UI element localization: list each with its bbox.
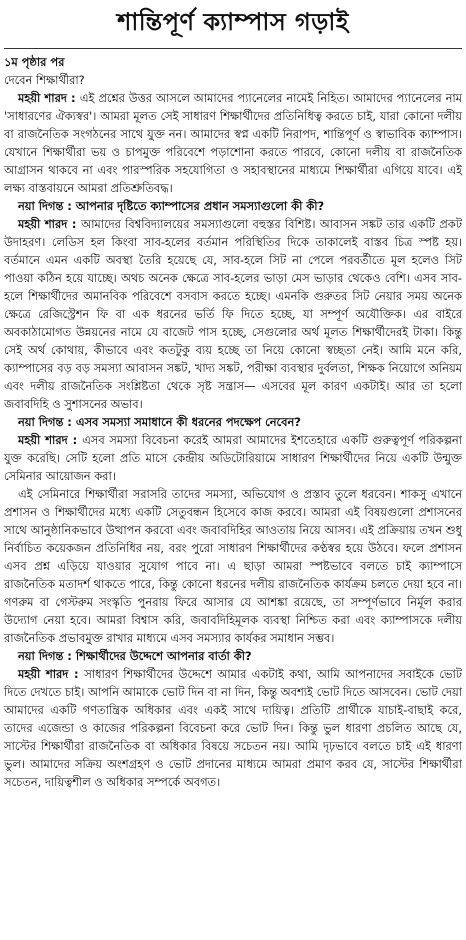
paragraph-text: আমাদের বিশ্ববিদ্যালয়ের সমস্যাগুলো বহুস্তর বিশিষ্ট। আবাসন সঙ্কট তার একটি প্রকট উদাহরণ। লেডিস হল কিংবা সাব-হলের বর্তমান পরিস্থিতির দিকে তাকালেই বাস্তব চিত্র স্পষ্ট হয়। বর্তমানে এমন একটি অবস্থা তৈরি হয়েছে যে, সাব-হলে সিট না পেলে পরবর্তীতে মূল হলেও সিট পাওয়া কঠিন হয়ে যাচ্ছে। অথচ অনেক ক্ষেত্রে সাব-হলের ভাড়া মেস ভাড়ার থেকেও বেশি। এসব সাব-হলে শিক্ষার্থীদের অমানবিক পরিবেশে বসবাস করতে হচ্ছে। এমনকি গুরুতর সিট নেয়ার সময় অনেক ক্ষেত্রে রেজিস্ট্রেশন ফি বা এক ধরনের ভর্তি ফি দিতে হচ্ছে, যা সম্পূর্ণ অযৌক্তিক। এর বাইরে অবকাঠামোগত উন্নয়নের নামে যে বাজেট পাস হচ্ছে, সেগুলোর অর্থ মূলত শিক্ষার্থীদেরই টাকা। কিন্তু সেই অর্থ কোথায়, কীভাবে এবং কতটুকু ব্যয় হচ্ছে তা নিয়ে কোনো স্বচ্ছতা নেই। আমি মনে করি, ক্যাম্পাসের বড় বড় সমস্যা আবাসন সঙ্কট, খাদ্য সঙ্কট, পরীক্ষা ব্যবস্থার দুর্বলতা, শিক্ষক নিয়োগে অনিয়ম এবং দলীয় রাজনৈতিক সংশ্লিষ্টতা থেকে সৃষ্ট সন্ত্রাস— এসবের মূল কারণ একটাই। আর তা হলো জবাবদিহি ও সুশাসনের অভাব। xyxy=(4,217,462,411)
answer-paragraph xyxy=(4,215,462,413)
paragraph-text: এসব সমস্যা সমাধানে কী ধরনের পদক্ষেপ নেবেন? xyxy=(75,415,301,429)
speaker-label: মহয়ী শারদ : xyxy=(18,91,80,105)
answer-paragraph xyxy=(4,431,462,485)
paragraph-text: এই সেমিনারে শিক্ষার্থীরা সরাসরি তাদের সমস্যা, অভিযোগ ও প্রস্তাব তুলে ধরবেন। শাকসু এখানে প্রশাসন ও শিক্ষার্থীদের মধ্যে একটি সেতুবন্ধন হিসেবে কাজ করবে। আমরা এই বিষয়গুলো প্রশাসনের সাথে আনুষ্ঠানিকভাবে উত্থাপন করবো এবং জবাবদিহির আওতায় নিয়ে আসব। এই প্রক্রিয়ায় তখন শুধু নির্বাচিত কয়েকজন প্রতিনিধির নয়, বরং পুরো সাধারণ শিক্ষার্থীদের কণ্ঠস্বর হয়ে উঠবে। ফলে প্রশাসন এসব প্রশ্ন এড়িয়ে যাওয়ার সুযোগ পাবে না। এ ছাড়া আমরা স্পষ্টভাবে বলতে চাই ক্যাম্পাসে রাজনৈতিক মতাদর্শ থাকতে পারে, কিন্তু কোনো ধরনের দলীয় রাজনৈতিক কার্যক্রম চলতে দেয়া হবে না। গণরুম বা গেস্টরুম সংস্কৃতি পুনরায় ফিরে আসার যে আশঙ্কা রয়েছে, তা সম্পূর্ণভাবে নির্মূল করার উদ্যোগ নেয়া হবে। আমরা বিশ্বাস করি, জবাবদিহিমূলক ব্যবস্থা নিশ্চিত করা এবং ক্যাম্পাসকে দলীয় রাজনৈতিক প্রভাবমুক্ত রাখার মাধ্যমে এসব সমস্যার কার্যকর সমাধান সম্ভব। xyxy=(4,487,462,645)
speaker-label: মহয়ী শারদ : xyxy=(18,667,85,681)
headline: শান্তিপূর্ণ ক্যাম্পাস গড়াই xyxy=(4,2,462,49)
paragraph-text: সাধারণ শিক্ষার্থীদের উদ্দেশে আমার একটাই কথা, আমি আপনাদের সবাইকে ভোট দিতে দেখতে চাই। আপনি আমাকে ভোট দিন বা না দিন, কিন্তু অবশ্যই ভোট দিতে আসবেন। ভোট দেয়া আমাদের একটি গণতান্ত্রিক অধিকার এবং একই সাথে দায়িত্ব। প্রতিটি প্রার্থীকে যাচাই-বাছাই করে, তাদের এজেন্ডা ও কাজের পরিকল্পনা বিবেচনা করে ভোট দিন। কিন্তু ভুল ধারণা প্রচলিত আছে যে, সাস্টের শিক্ষার্থীরা রাজনৈতিক বা অধিকার বিষয়ে সচেতন নয়। আমি দৃঢ়ভাবে বলতে চাই এই ধারণা ভুল। আমাদের সক্রিয় অংশগ্রহণ ও ভোট প্রদানের মাধ্যমে আমরা প্রমাণ করব যে, সাস্টের শিক্ষার্থীরা সচেতন, দায়িত্বশীল ও অধিকার সম্পর্কে অবগত। xyxy=(4,667,462,789)
answer-paragraph xyxy=(4,89,462,197)
paragraph-text: এই প্রশ্নের উত্তর আসলে আমাদের প্যানেলের নামেই নিহিত। আমাদের প্যানেলের নাম 'সাধারণের ঐক্যস্বর'। আমরা মূলত সেই সাধারণ শিক্ষার্থীদের প্রতিনিধিত্ব করতে চাই, যারা কোনো দলীয় বা রাজনৈতিক সংগঠনের সাথে যুক্ত নন। আমাদের স্বপ্ন একটি নিরাপদ, শান্তিপূর্ণ ও স্বাভাবিক ক্যাম্পাস। যেখানে শিক্ষার্থীরা ভয় ও চাপমুক্ত পরিবেশে পড়াশোনা করতে পারবে, কোনো দলীয় বা রাজনৈতিক আগ্রাসন থাকবে না এবং পারস্পরিক সহযোগিতা ও সহাবস্থানের মাধ্যমে শিক্ষার্থীরা এগিয়ে যাবে। এই লক্ষ্য বাস্তবায়নে আমরা প্রতিশ্রুতিবদ্ধ। xyxy=(4,91,462,195)
speaker-label: নয়া দিগন্ত : xyxy=(18,199,76,213)
speaker-label: নয়া দিগন্ত : xyxy=(18,415,76,429)
paragraph-text: আপনার দৃষ্টিতে ক্যাম্পাসের প্রধান সমস্যাগুলো কী কী? xyxy=(75,199,325,213)
text-paragraph xyxy=(4,485,462,647)
speaker-label: মহয়ী শারদ : xyxy=(18,217,82,231)
question-paragraph xyxy=(4,647,462,665)
text-paragraph xyxy=(4,71,462,89)
article-paragraphs xyxy=(4,71,462,791)
continuation-note: ১ম পৃষ্ঠার পর xyxy=(4,55,65,69)
speaker-label: নয়া দিগন্ত : xyxy=(18,649,76,663)
article-body xyxy=(4,53,462,791)
paragraph-text: এসব সমস্যা বিবেচনা করেই আমরা আমাদের ইশতেহারে একটি গুরুত্বপূর্ণ পরিকল্পনা যুক্ত করেছি। সেটি হলো প্রতি মাসে কেন্দ্রীয় অডিটোরিয়ামে সাধারণ শিক্ষার্থীদের নিয়ে একটি উন্মুক্ত সেমিনার আয়োজন করা। xyxy=(4,433,462,483)
question-paragraph xyxy=(4,413,462,431)
paragraph-text: দেবেন শিক্ষার্থীরা? xyxy=(4,73,85,87)
speaker-label: মহয়ী শারদ : xyxy=(18,433,83,447)
question-paragraph xyxy=(4,197,462,215)
answer-paragraph xyxy=(4,665,462,791)
paragraph-text: শিক্ষার্থীদের উদ্দেশে আপনার বার্তা কী? xyxy=(75,649,252,663)
